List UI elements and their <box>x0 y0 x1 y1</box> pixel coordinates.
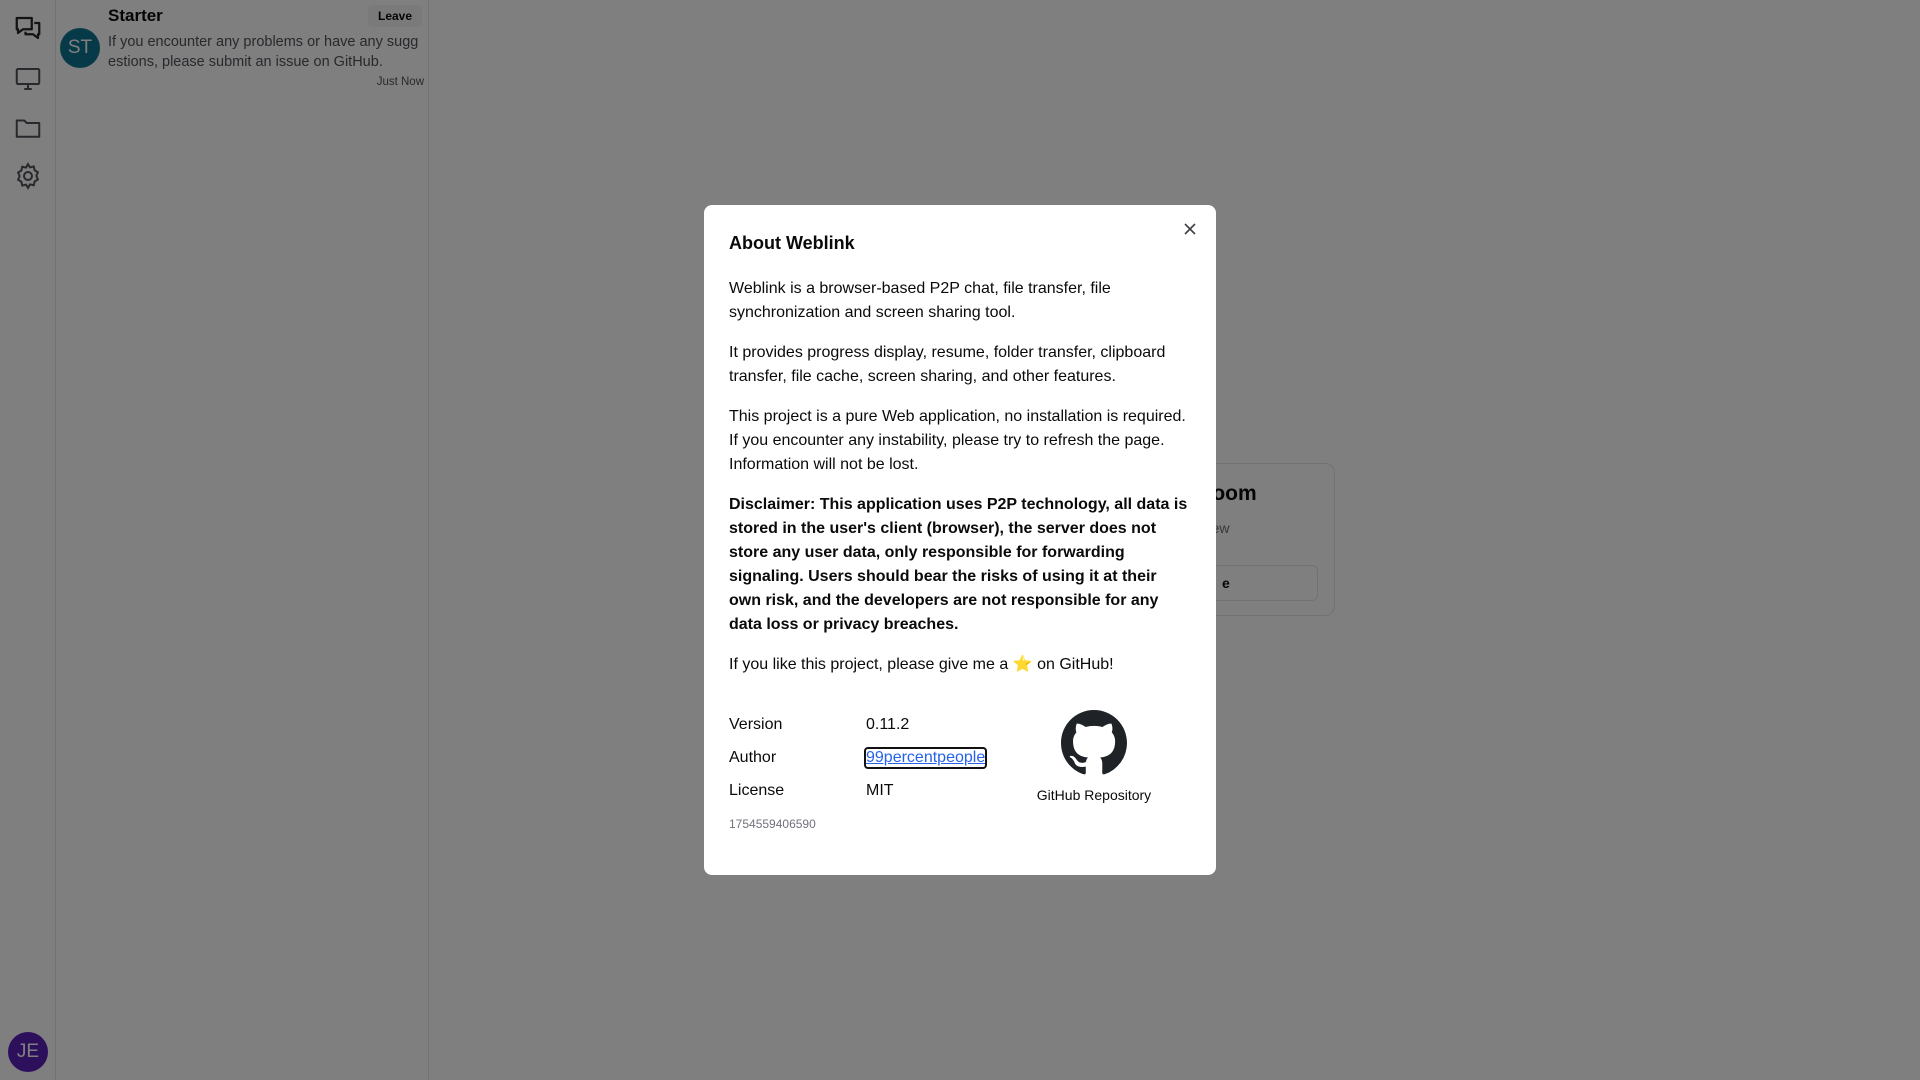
about-paragraph: Weblink is a browser-based P2P chat, file transfer, file synchronization and screen sharing tool. <box>729 280 1111 321</box>
build-id: 1754559406590 <box>729 817 816 831</box>
about-paragraph: This project is a pure Web application, no installation is required. If you encounter any instability, please try to refresh the page. Information will not be lost. <box>729 408 1186 473</box>
close-icon <box>1183 222 1197 236</box>
license-label: License <box>729 782 785 799</box>
license-value: MIT <box>866 782 894 799</box>
star-icon: ⭐ <box>1012 656 1033 673</box>
author-label: Author <box>729 749 777 766</box>
github-repository-label: GitHub Repository <box>1036 787 1152 803</box>
version-value: 0.11.2 <box>866 716 910 733</box>
close-dialog-button[interactable] <box>1180 219 1200 239</box>
dialog-title: About Weblink <box>729 233 855 253</box>
star-request-prefix: If you like this project, please give me a <box>729 656 1013 673</box>
github-repository-link[interactable] <box>1029 710 1159 803</box>
disclaimer-text: Disclaimer: This application uses P2P technology, all data is stored in the user's client (browser), the server does not store any user data, only responsible for forwarding signaling. Users should bear the risks of using it at their own risk, and the developers are not responsible for any data loss or privacy breaches. <box>729 496 1188 633</box>
author-link[interactable]: 99percentpeople <box>866 749 986 766</box>
star-request <box>729 653 1191 677</box>
star-request-suffix: on GitHub! <box>1032 656 1114 673</box>
about-paragraph: It provides progress display, resume, folder transfer, clipboard transfer, file cache, screen sharing, and other features. <box>729 344 1166 385</box>
github-icon <box>1061 710 1127 776</box>
about-dialog <box>704 205 1216 875</box>
version-label: Version <box>729 716 783 733</box>
